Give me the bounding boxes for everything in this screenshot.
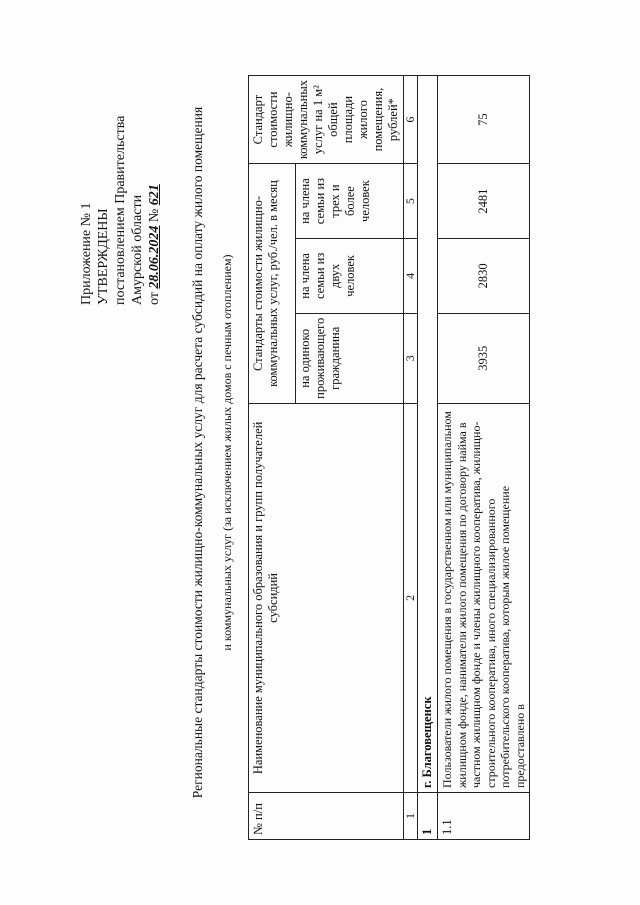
header-name: Наименование муниципального образования и групп получателей субсидий [249,403,404,792]
header-num: № п/п [249,792,404,839]
value-three: 2481 [438,164,530,239]
header-three: на члена семьи из трех и более человек [296,164,404,239]
approved-label: УТВЕРЖДЕНЫ [96,208,111,305]
value-per-m2: 75 [438,76,530,164]
resolution-label: постановлением Правительства [113,115,128,305]
value-single: 3935 [438,313,530,403]
date-line: от 28.06.2024 № 621 [147,184,162,305]
col-number: 1 [404,792,418,839]
col-number: 5 [404,164,418,239]
row-num: 1.1 [438,792,530,839]
region-label: Амурской области [130,194,145,305]
handwritten-number: 621 [147,184,162,206]
table-row [438,76,530,840]
header-single: на одиноко проживающего гражданина [296,313,404,403]
section-name: г. Благовещенск [418,76,438,793]
value-two: 2830 [438,238,530,313]
column-number-row [404,76,418,840]
document-subtitle: и коммунальных услуг (за исключением жилых домов с печным отоплением) [220,254,234,651]
appendix-label: Приложение № 1 [79,202,94,305]
col-number: 3 [404,313,418,403]
col-number: 2 [404,403,418,792]
section-row [418,76,438,840]
header-standards: Стандарты стоимости жилищно-коммунальных услуг, руб./чел. в месяц [249,164,296,404]
header-row-1 [249,76,296,840]
col-number: 6 [404,76,418,164]
header-two: на члена семьи из двух человек [296,238,404,313]
col-number: 4 [404,238,418,313]
section-num: 1 [418,792,438,839]
header-per-m2: Стандарт стоимости жилищно-коммунальных услуг на 1 м² общей площади жилого помещения, рублей* [249,76,404,164]
standards-table [248,75,530,840]
handwritten-date: 28.06.2024 [147,225,162,289]
document-title: Региональные стандарты стоимости жилищно-коммунальных услуг для расчета субсидий на оплату жилого помещения [190,106,205,799]
row-description: Пользователи жилого помещения в государственном или муниципальном жилищном фонде, наниматели жилого помещения по договору найма в частном жилищном фонде и члены жилищного кооператива, жилищно-строительного кооператива, иного специализированного потребительского кооператива, которым жилое помещение предоставлено в [438,403,530,792]
approval-block [78,45,163,305]
